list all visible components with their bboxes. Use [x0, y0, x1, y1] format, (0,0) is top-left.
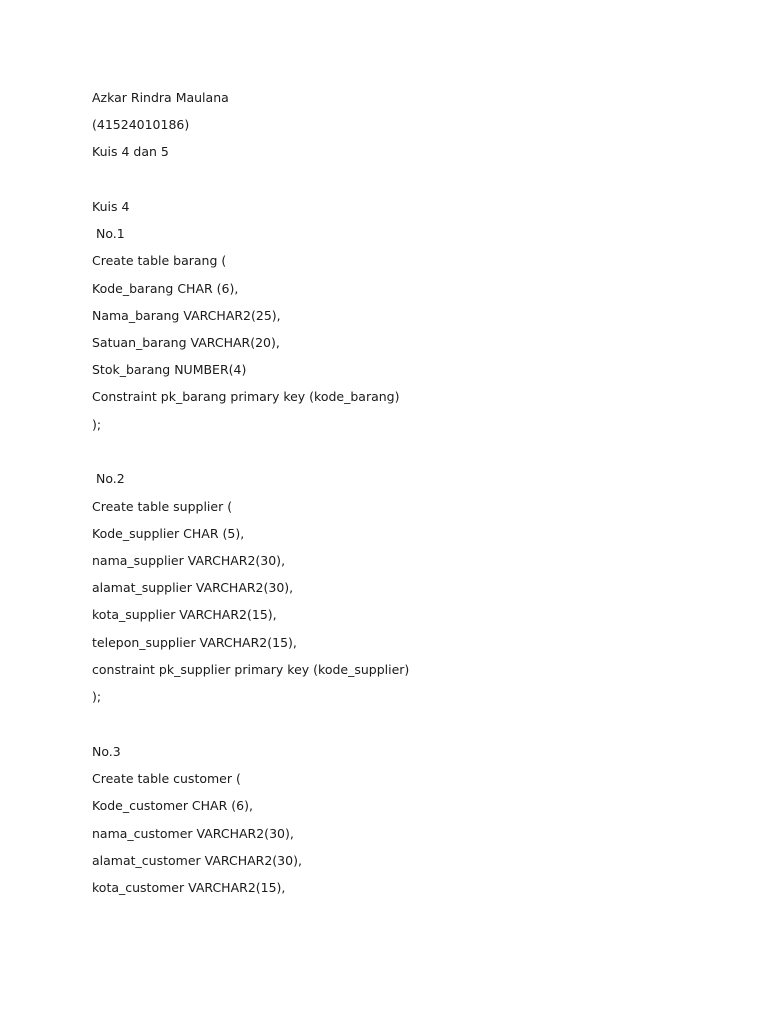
code-line: Create table barang (	[92, 253, 227, 268]
code-line: Nama_barang VARCHAR2(25),	[92, 308, 281, 323]
doc-title: Kuis 4 dan 5	[92, 144, 169, 159]
code-line: Satuan_barang VARCHAR(20),	[92, 335, 280, 350]
question-number: No.3	[92, 744, 121, 759]
code-line: kota_customer VARCHAR2(15),	[92, 880, 286, 895]
code-line: Create table customer (	[92, 771, 241, 786]
code-line: Kode_barang CHAR (6),	[92, 281, 239, 296]
code-line: nama_supplier VARCHAR2(30),	[92, 553, 286, 568]
code-line: Constraint pk_barang primary key (kode_barang)	[92, 389, 400, 404]
question-number: No.1	[92, 226, 125, 241]
code-line: Create table supplier (	[92, 499, 233, 514]
student-id: (41524010186)	[92, 117, 190, 132]
code-line: constraint pk_supplier primary key (kode_supplier)	[92, 662, 410, 677]
code-line: telepon_supplier VARCHAR2(15),	[92, 635, 297, 650]
code-line: );	[92, 417, 102, 432]
code-line: Kode_customer CHAR (6),	[92, 798, 253, 813]
code-line: Stok_barang NUMBER(4)	[92, 362, 247, 377]
author-name: Azkar Rindra Maulana	[92, 90, 229, 105]
question-number: No.2	[92, 471, 125, 486]
code-line: alamat_customer VARCHAR2(30),	[92, 853, 302, 868]
code-line: kota_supplier VARCHAR2(15),	[92, 607, 277, 622]
code-line: alamat_supplier VARCHAR2(30),	[92, 580, 294, 595]
code-line: );	[92, 689, 102, 704]
section-heading: Kuis 4	[92, 199, 130, 214]
code-line: nama_customer VARCHAR2(30),	[92, 826, 294, 841]
code-line: Kode_supplier CHAR (5),	[92, 526, 245, 541]
